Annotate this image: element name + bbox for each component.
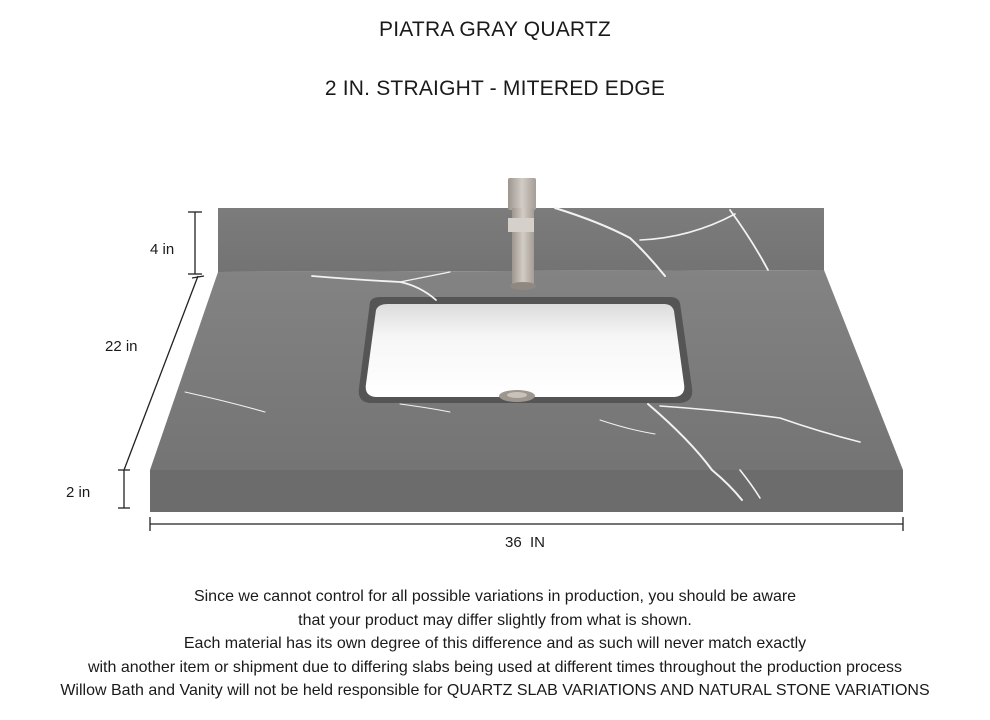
disclaimer-line: that your product may differ slightly from what is shown.	[298, 611, 692, 629]
disclaimer-line: Willow Bath and Vanity will not be held responsible for QUARTZ SLAB VARIATIONS AND NATURAL STONE VARIATIONS	[60, 682, 930, 699]
edge-style-subtitle: 2 IN. STRAIGHT - MITERED EDGE	[324, 77, 666, 100]
disclaimer-line: Since we cannot control for all possible variations in production, you should be aware	[193, 588, 797, 605]
disclaimer-line: with another item or shipment due to differing slabs being used at different times throughout the production process	[87, 658, 903, 676]
mitered-edge	[150, 470, 903, 512]
faucet	[508, 178, 536, 290]
edge-thickness-label: 2 in	[66, 484, 91, 501]
depth-label: 22 in	[105, 338, 138, 355]
disclaimer-line: Each material has its own degree of this difference and as such will never match exactly	[183, 635, 807, 652]
backsplash-height-label: 4 in	[150, 241, 175, 258]
disclaimer	[0, 585, 990, 703]
width-label: 36 IN	[505, 534, 546, 551]
product-title: PIATRA GRAY QUARTZ	[379, 18, 611, 41]
undermount-sink	[359, 297, 693, 403]
